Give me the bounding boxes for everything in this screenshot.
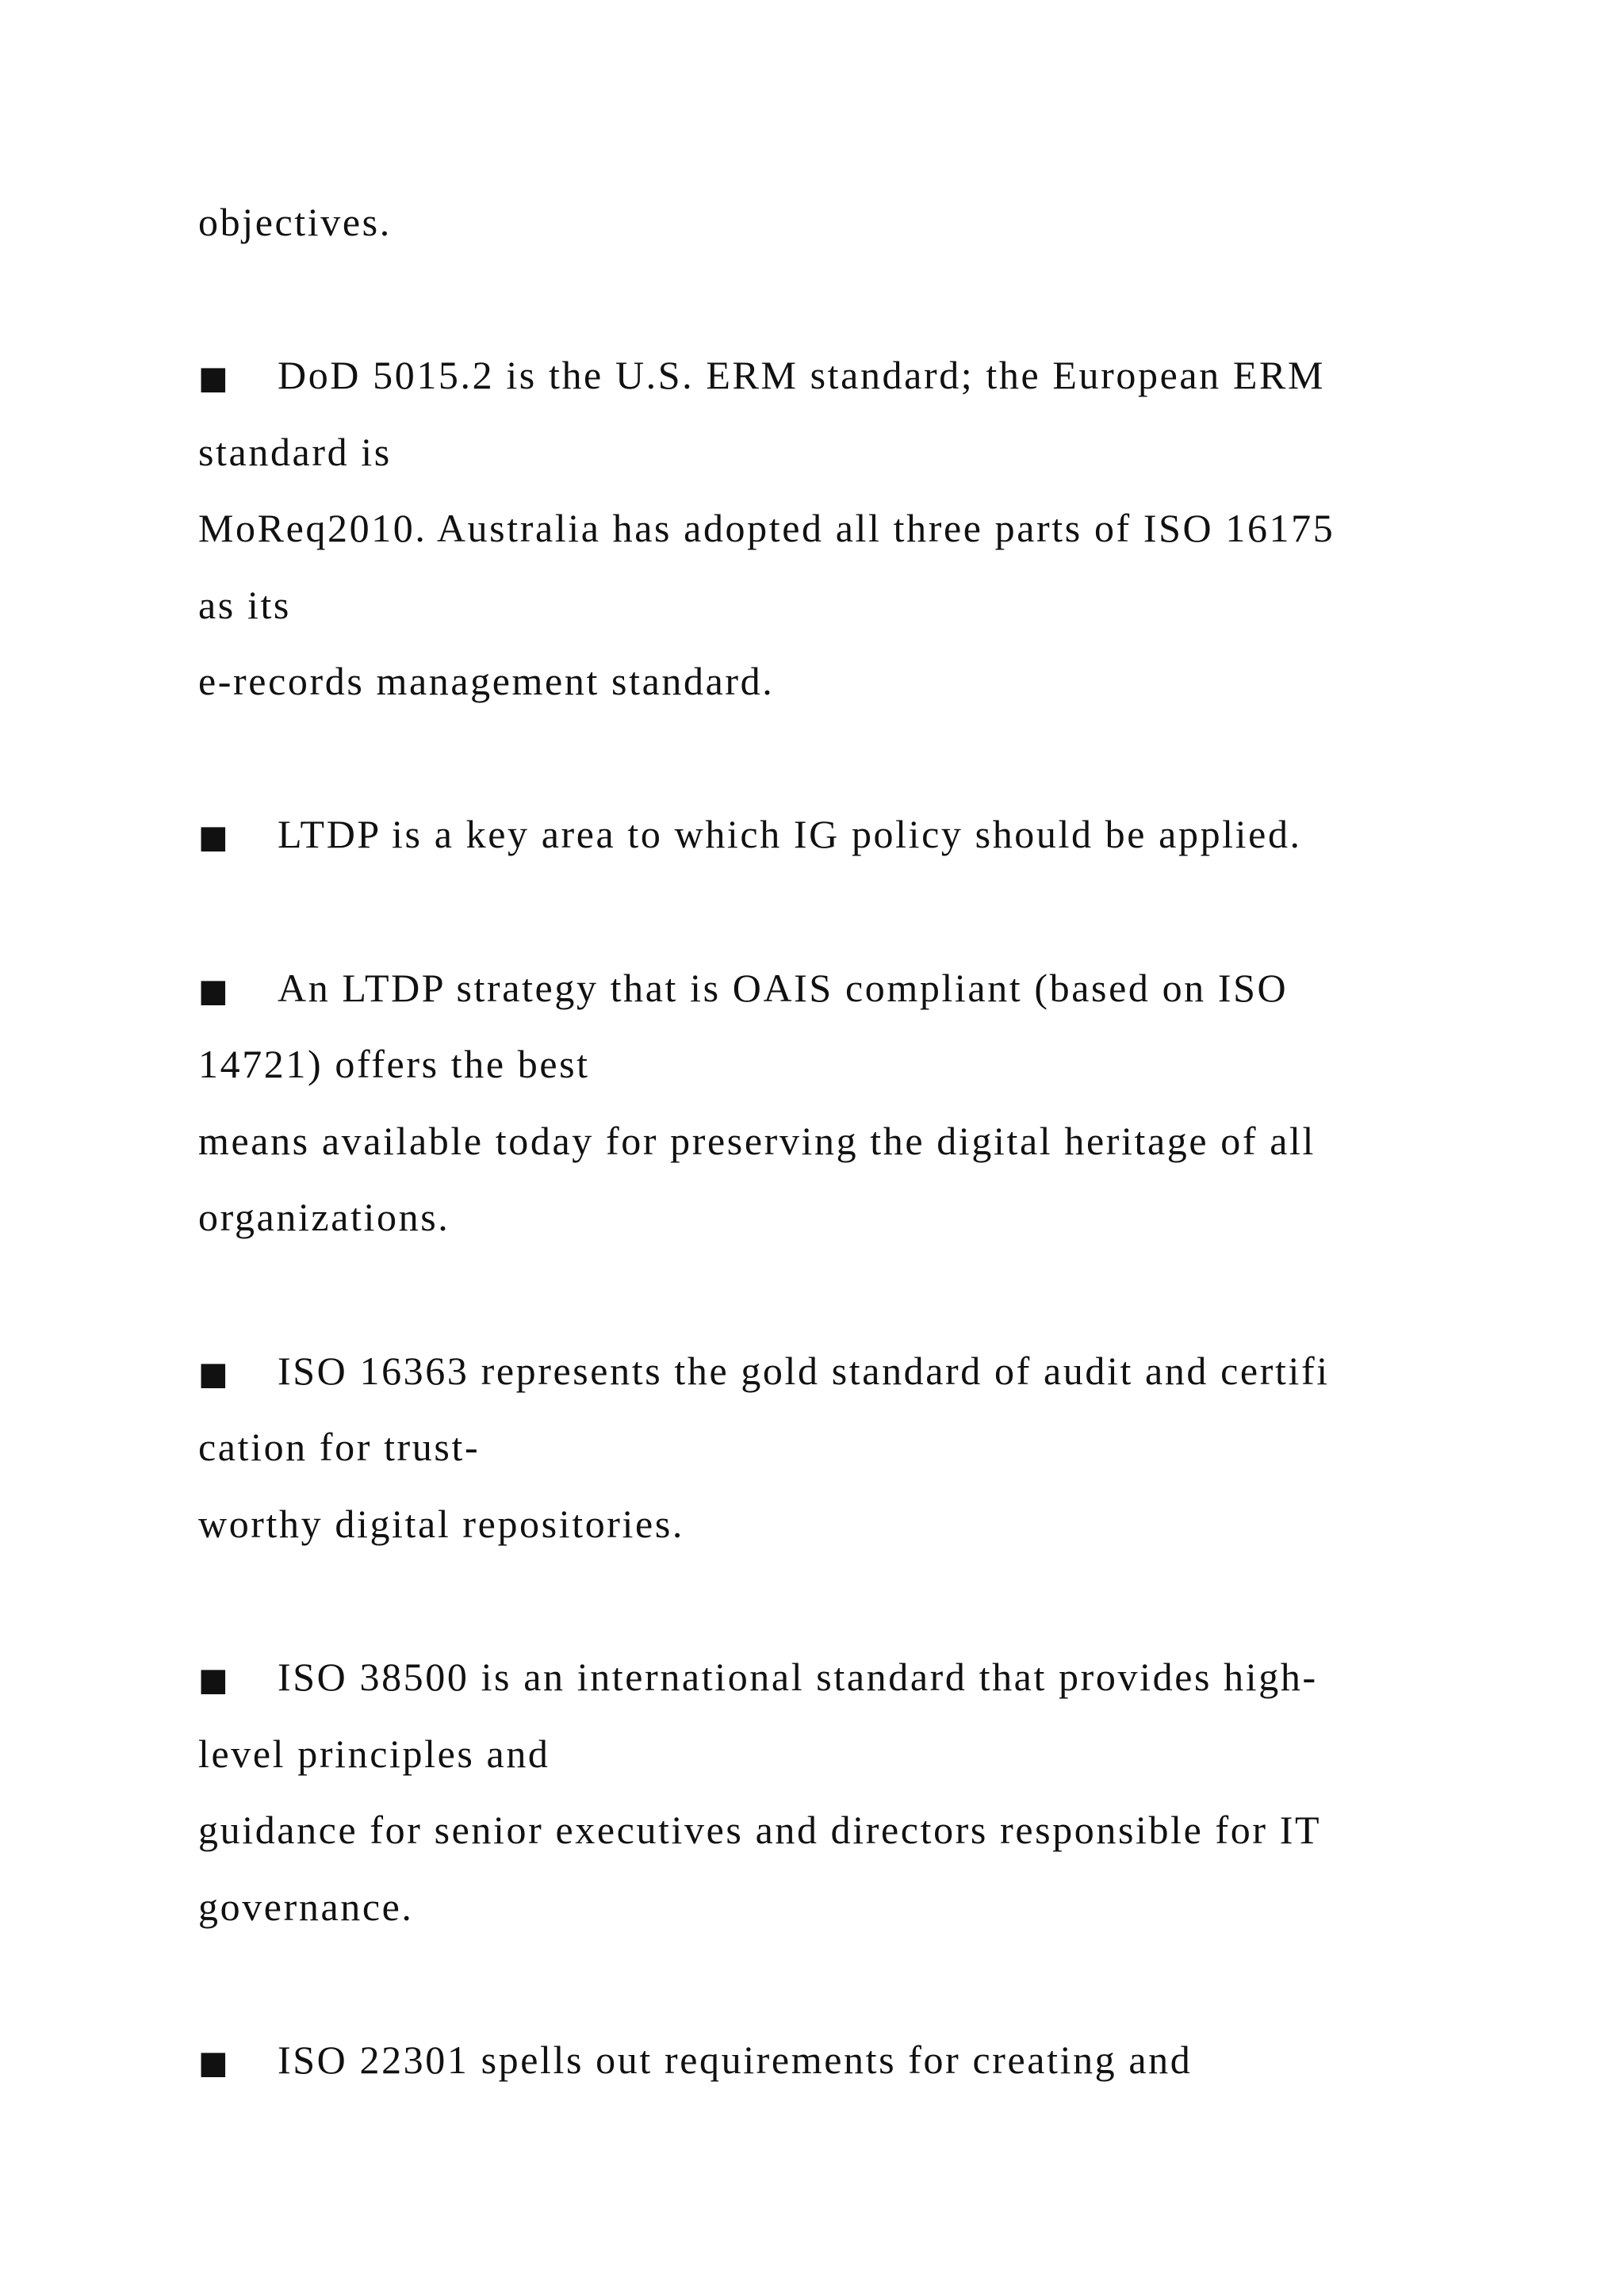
text-line	[198, 1427, 480, 1467]
line-text: level principles and	[198, 1732, 550, 1776]
line-text: ISO 38500 is an international standard that provides high-	[278, 1655, 1318, 1699]
line-text: governance.	[198, 1885, 414, 1929]
text-line	[198, 1810, 1321, 1850]
text-line	[198, 508, 1335, 548]
text-line	[198, 202, 392, 242]
line-text: e-records management standard.	[198, 659, 775, 703]
line-text: as its	[198, 583, 291, 627]
line-text: MoReq2010. Australia has adopted all three parts of ISO 16175	[198, 506, 1335, 550]
bullet-item-dod	[198, 355, 1325, 395]
line-text: worthy digital repositories.	[198, 1502, 684, 1546]
line-text: An LTDP strategy that is OAIS compliant (based on ISO	[278, 966, 1289, 1010]
bullet-item-iso38500	[198, 1657, 1318, 1697]
line-text: standard is	[198, 430, 392, 474]
text-line	[198, 585, 291, 625]
line-text: DoD 5015.2 is the U.S. ERM standard; the European ERM	[278, 353, 1326, 397]
text-line	[198, 1197, 450, 1237]
text-line	[198, 1121, 1316, 1161]
line-text: organizations.	[198, 1195, 450, 1239]
bullet-icon: ■	[198, 819, 228, 855]
bullet-item-oais	[198, 968, 1288, 1008]
line-text: guidance for senior executives and directors responsible for IT	[198, 1808, 1322, 1852]
text-line	[198, 1044, 590, 1084]
bullet-icon: ■	[198, 360, 228, 396]
line-text: 14721) offers the best	[198, 1042, 590, 1086]
bullet-icon: ■	[198, 973, 228, 1009]
text-line	[198, 1734, 550, 1774]
text-line	[198, 432, 392, 472]
bullet-icon: ■	[198, 1662, 228, 1698]
bullet-item-iso22301	[198, 2040, 1192, 2080]
text-line	[198, 1887, 414, 1927]
line-text: LTDP is a key area to which IG policy should be applied.	[278, 812, 1302, 856]
bullet-item-ltdp	[198, 814, 1302, 854]
text-line	[198, 1504, 684, 1544]
line-text: ISO 16363 represents the gold standard of audit and certifi	[278, 1349, 1330, 1393]
text-line	[198, 661, 774, 701]
bullet-icon: ■	[198, 2045, 228, 2081]
line-text: objectives.	[198, 200, 392, 244]
bullet-item-iso16363	[198, 1351, 1330, 1391]
line-text: means available today for preserving the digital heritage of all	[198, 1119, 1316, 1163]
line-text: ISO 22301 spells out requirements for creating and	[278, 2038, 1193, 2082]
bullet-icon: ■	[198, 1356, 228, 1392]
line-text: cation for trust-	[198, 1425, 481, 1469]
